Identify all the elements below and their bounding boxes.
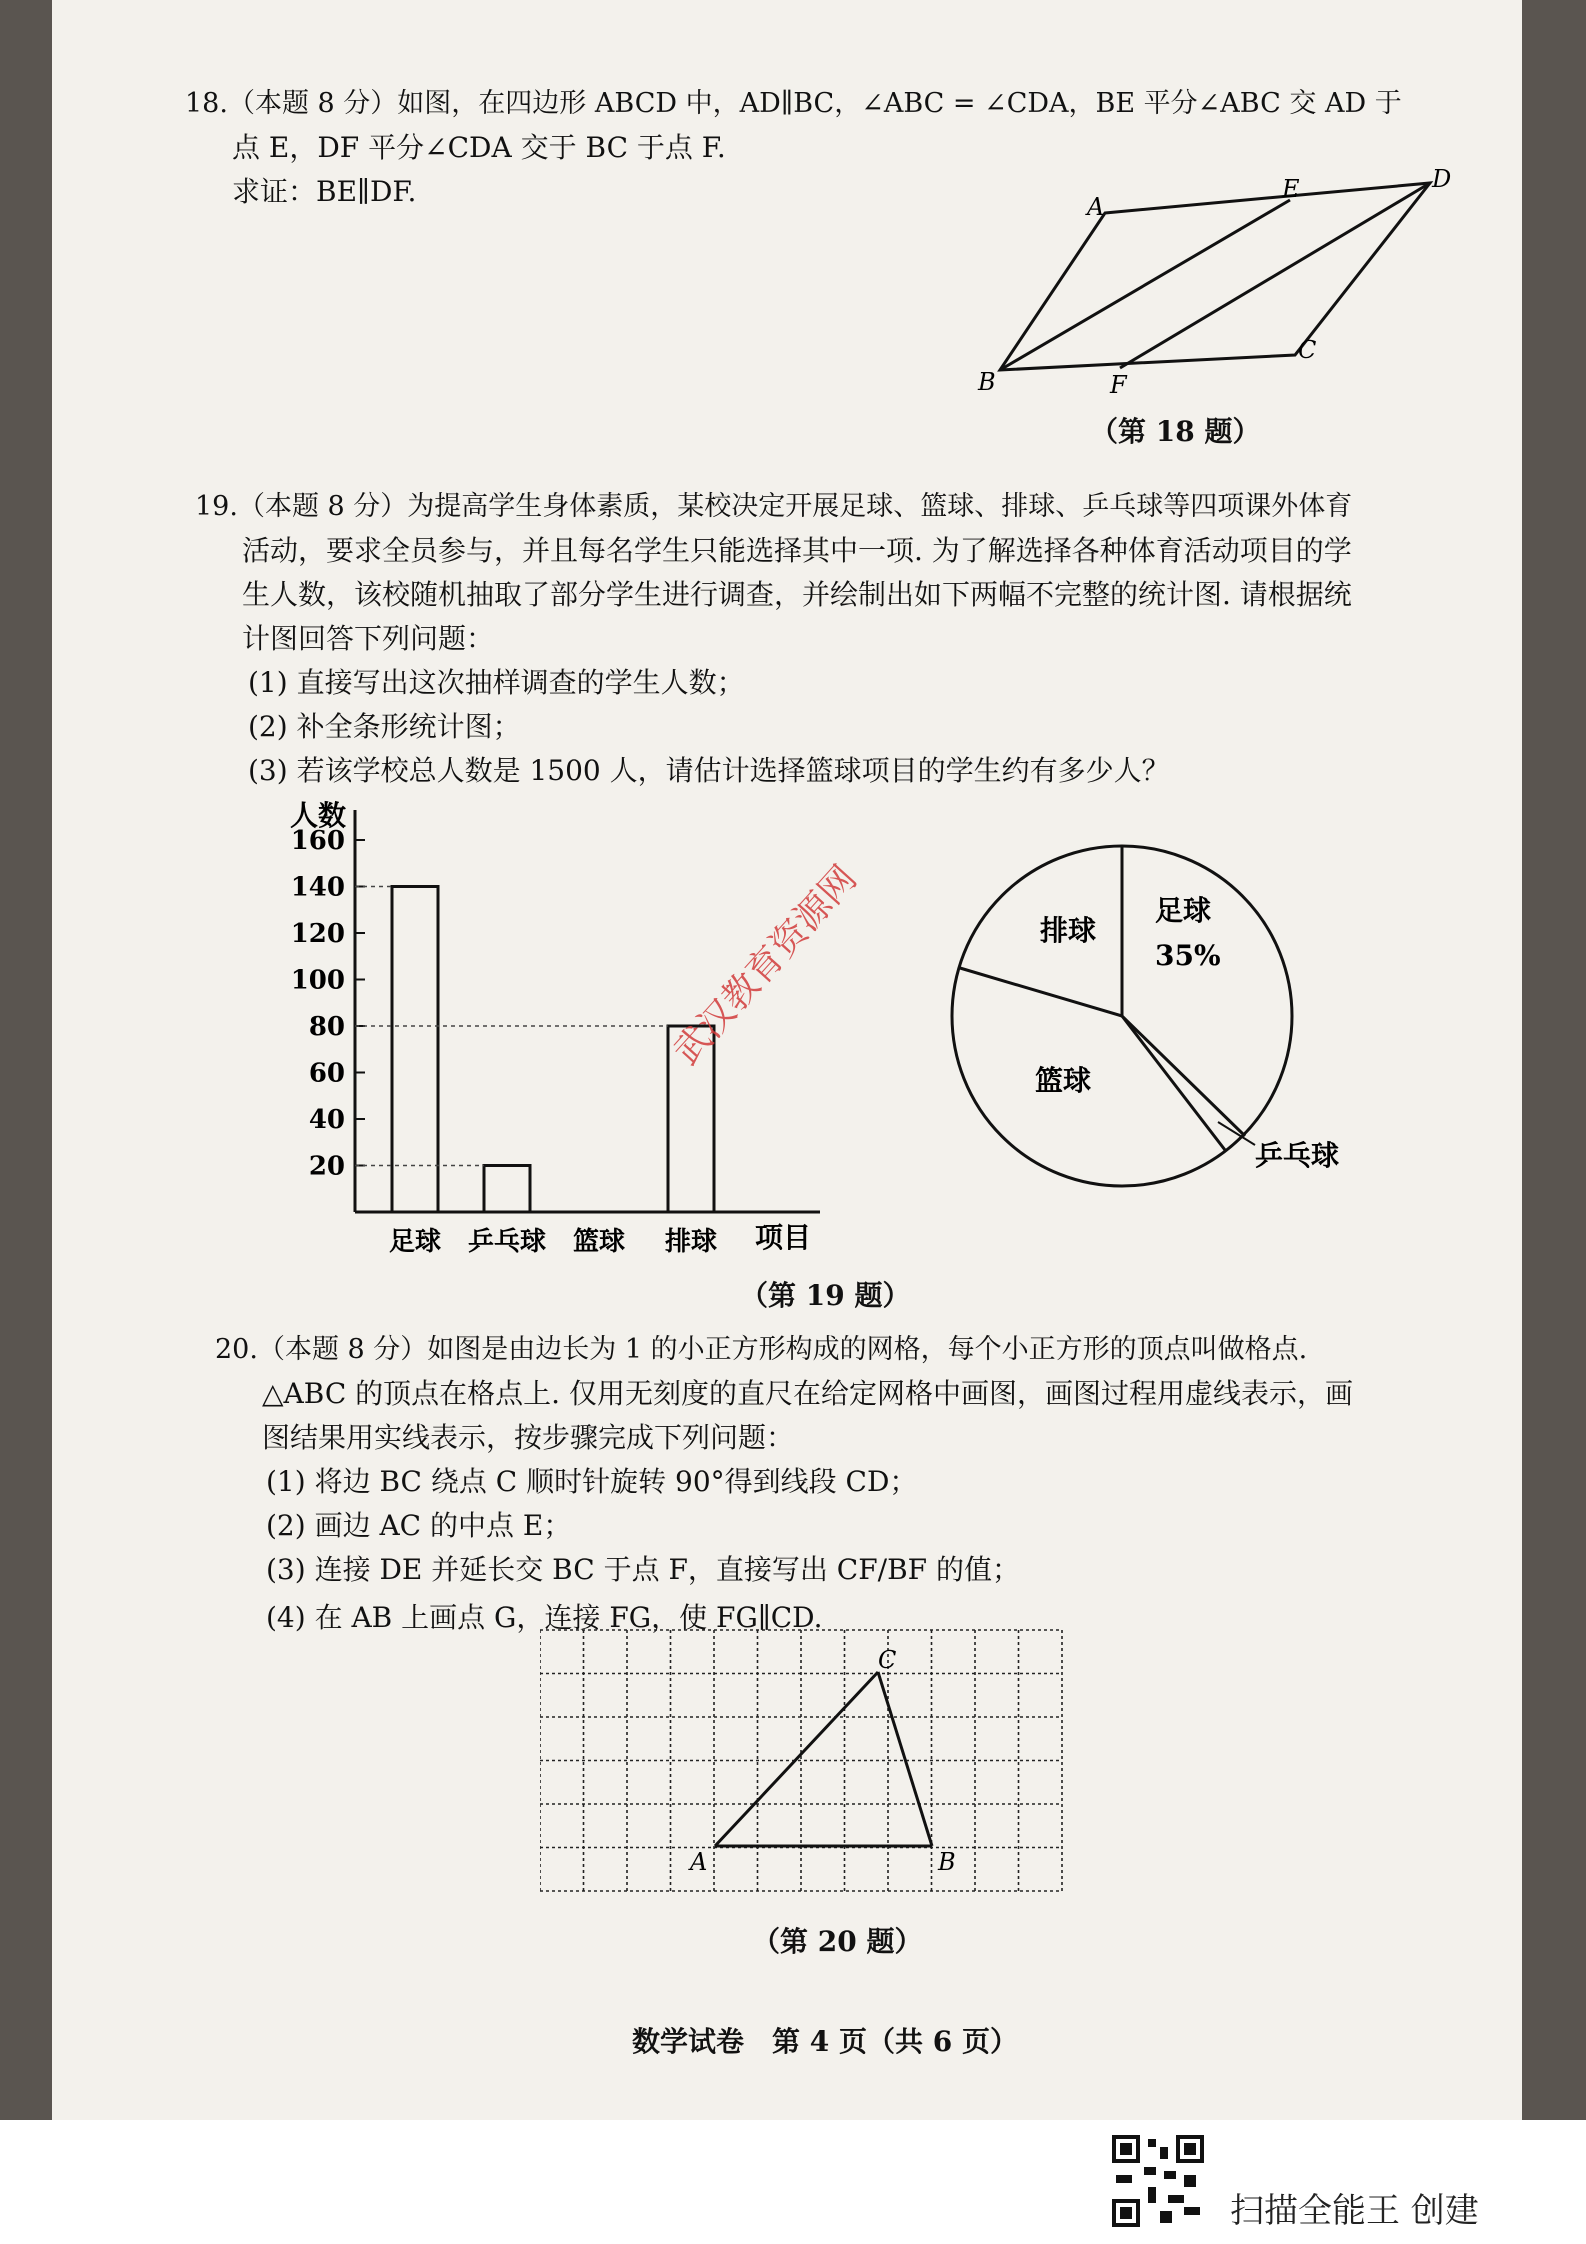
quadrilateral-abcd xyxy=(1000,183,1430,370)
q19-line-7: (3) 若该学校总人数是 1500 人，请估计选择篮球项目的学生约有多少人？ xyxy=(248,754,1170,787)
q20-line-3: 图结果用实线表示，按步骤完成下列问题： xyxy=(262,1421,795,1454)
q20-line-4: (1) 将边 BC 绕点 C 顺时针旋转 90°得到线段 CD； xyxy=(266,1465,918,1498)
y-tick-label: 60 xyxy=(308,1058,345,1089)
pie-label-zuqiu: 足球 xyxy=(1155,894,1212,927)
x-tick-label: 乒乓球 xyxy=(467,1227,547,1257)
y-tick-label: 20 xyxy=(308,1151,345,1182)
pie-label-paiqiu: 排球 xyxy=(1040,914,1097,947)
y-tick-label: 160 xyxy=(290,826,345,856)
q20-grid-figure xyxy=(540,1620,1120,1920)
watermark: 武汉教育资源网 xyxy=(665,858,866,1073)
q20-line-5: (2) 画边 AC 的中点 E； xyxy=(266,1509,572,1542)
x-tick-label: 排球 xyxy=(664,1227,718,1257)
label-b: B xyxy=(978,368,996,396)
bar xyxy=(392,887,438,1213)
pie-divider-4 xyxy=(1122,1016,1225,1150)
q20-caption: （第 20 题） xyxy=(752,1925,923,1958)
scanner-watermark-text: 扫描全能王 创建 xyxy=(1230,2191,1479,2231)
label-b: B xyxy=(938,1848,956,1876)
bar-chart xyxy=(270,800,860,1270)
y-tick-label: 120 xyxy=(290,919,345,949)
q18-caption: （第 18 题） xyxy=(1090,415,1261,448)
label-c: C xyxy=(878,1646,897,1674)
y-tick-label: 40 xyxy=(308,1105,345,1135)
q19-line-2: 活动，要求全员参与，并且每名学生只能选择其中一项. 为了解选择各种体育活动项目的学 xyxy=(242,534,1352,567)
segment-be xyxy=(1000,200,1290,370)
q19-line-6: (2) 补全条形统计图； xyxy=(248,710,521,743)
label-e: E xyxy=(1282,175,1300,203)
label-d: D xyxy=(1432,165,1452,193)
segment-df xyxy=(1120,183,1430,368)
x-tick-label: 篮球 xyxy=(572,1227,626,1257)
x-tick-label: 足球 xyxy=(388,1227,442,1257)
label-a: A xyxy=(690,1848,708,1876)
q20-line-1: 20.（本题 8 分）如图是由边长为 1 的小正方形构成的网格，每个小正方形的顶点叫做格点. xyxy=(215,1334,1308,1365)
y-axis-label: 人数 xyxy=(290,800,347,832)
q20-line-7: (4) 在 AB 上画点 G，连接 FG，使 FG∥CD. xyxy=(266,1601,823,1634)
page-footer: 数学试卷 第 4 页（共 6 页） xyxy=(632,2025,1018,2058)
q18-figure xyxy=(960,165,1460,425)
q18-line-2: 点 E，DF 平分∠CDA 交于 BC 于点 F. xyxy=(232,131,726,164)
y-tick-label: 140 xyxy=(290,872,345,903)
pie-label-lanqiu: 篮球 xyxy=(1035,1064,1092,1097)
q19-line-1: 19.（本题 8 分）为提高学生身体素质，某校决定开展足球、篮球、排球、乒乓球等四项课外体育 xyxy=(195,491,1353,522)
grid xyxy=(540,1630,1062,1891)
segment-ac xyxy=(715,1672,878,1846)
q19-caption: （第 19 题） xyxy=(740,1279,911,1312)
pie-label-zuqiu-pct: 35% xyxy=(1155,939,1221,972)
q18-line-3: 求证：BE∥DF. xyxy=(232,175,417,208)
q20-line-6: (3) 连接 DE 并延长交 BC 于点 F，直接写出 CF/BF 的值； xyxy=(266,1553,1020,1586)
label-f: F xyxy=(1110,371,1127,399)
q19-line-3: 生人数，该校随机抽取了部分学生进行调查，并绘制出如下两幅不完整的统计图. 请根据统 xyxy=(242,578,1352,611)
segment-cb xyxy=(878,1672,932,1846)
label-c: C xyxy=(1298,336,1317,364)
y-tick-label: 80 xyxy=(308,1012,345,1042)
bar xyxy=(484,1166,530,1213)
q20-line-2: △ABC 的顶点在格点上. 仅用无刻度的直尺在给定网格中画图，画图过程用虚线表示，画 xyxy=(262,1377,1353,1410)
pie-label-pingpang: 乒乓球 xyxy=(1255,1139,1340,1172)
q19-line-4: 计图回答下列问题： xyxy=(242,622,495,655)
label-a: A xyxy=(1087,193,1105,221)
q19-line-5: (1) 直接写出这次抽样调查的学生人数； xyxy=(248,666,745,699)
q18-line-1: 18.（本题 8 分）如图，在四边形 ABCD 中，AD∥BC，∠ABC = ∠CDA，BE 平分∠ABC 交 AD 于 xyxy=(185,88,1402,119)
pie-divider-2 xyxy=(960,968,1122,1016)
y-tick-label: 100 xyxy=(290,965,345,996)
pie-chart xyxy=(950,840,1390,1200)
pie-divider-3 xyxy=(1122,1016,1245,1136)
x-axis-label: 项目 xyxy=(755,1221,812,1254)
qr-code-icon xyxy=(1112,2135,1204,2227)
